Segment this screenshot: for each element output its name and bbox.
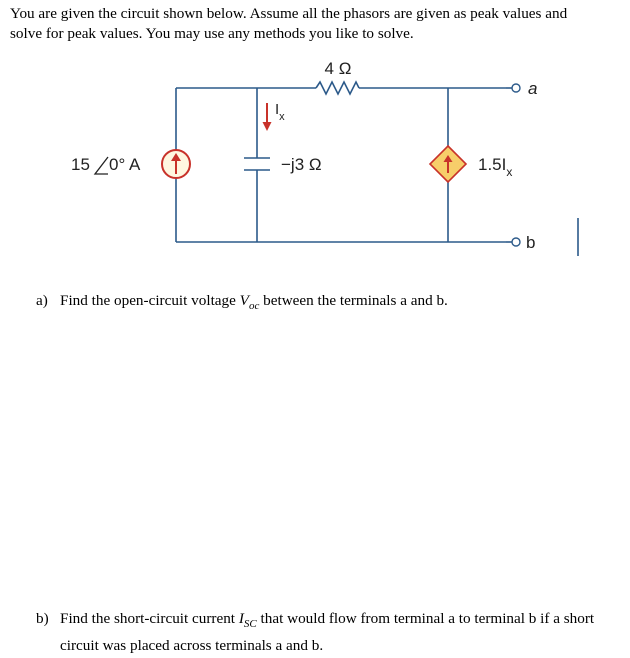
circuit-wires (176, 88, 578, 256)
question-a: a) Find the open-circuit voltage $V_{oc}$ between the terminals a and b. (36, 292, 448, 313)
source-label-magnitude: 15 (71, 155, 90, 174)
terminal-a-node (506, 84, 520, 92)
intro-line-2: solve for peak values. You may use any methods you like to solve. (10, 25, 414, 42)
question-b: b) Find the short-circuit current $I_{SC}$ that would flow from terminal a to terminal b if a short circuit was placed across terminals a and b. (36, 608, 626, 656)
question-b-line-2: circuit was placed across terminals a and b. (60, 637, 324, 655)
angle-symbol (95, 157, 108, 174)
ix-arrow-icon (263, 103, 272, 131)
ix-label: $I_x$ (275, 101, 285, 123)
capacitor-symbol (244, 158, 270, 170)
resistor-label: 4 Ω (324, 59, 352, 78)
question-a-label: a) (36, 292, 48, 309)
capacitor-label: −j3 Ω (281, 155, 322, 174)
terminal-b-node (506, 238, 520, 246)
current-source-symbol (162, 150, 190, 178)
terminal-b-label: b (526, 233, 536, 252)
question-b-label: b) (36, 610, 49, 627)
source-label-angle: 0° A (109, 155, 141, 174)
intro-line-1: You are given the circuit shown below. Assume all the phasors are given as peak values and (10, 5, 568, 22)
isc-symbol: $I_{SC}$ (238, 610, 257, 631)
dependent-source-label: $1.5I_x$ (478, 155, 513, 179)
dependent-source-symbol (430, 146, 466, 182)
voc-symbol: $V_{oc}$ (239, 292, 260, 313)
resistor-symbol (316, 82, 359, 94)
terminal-a-label: a (528, 79, 538, 98)
